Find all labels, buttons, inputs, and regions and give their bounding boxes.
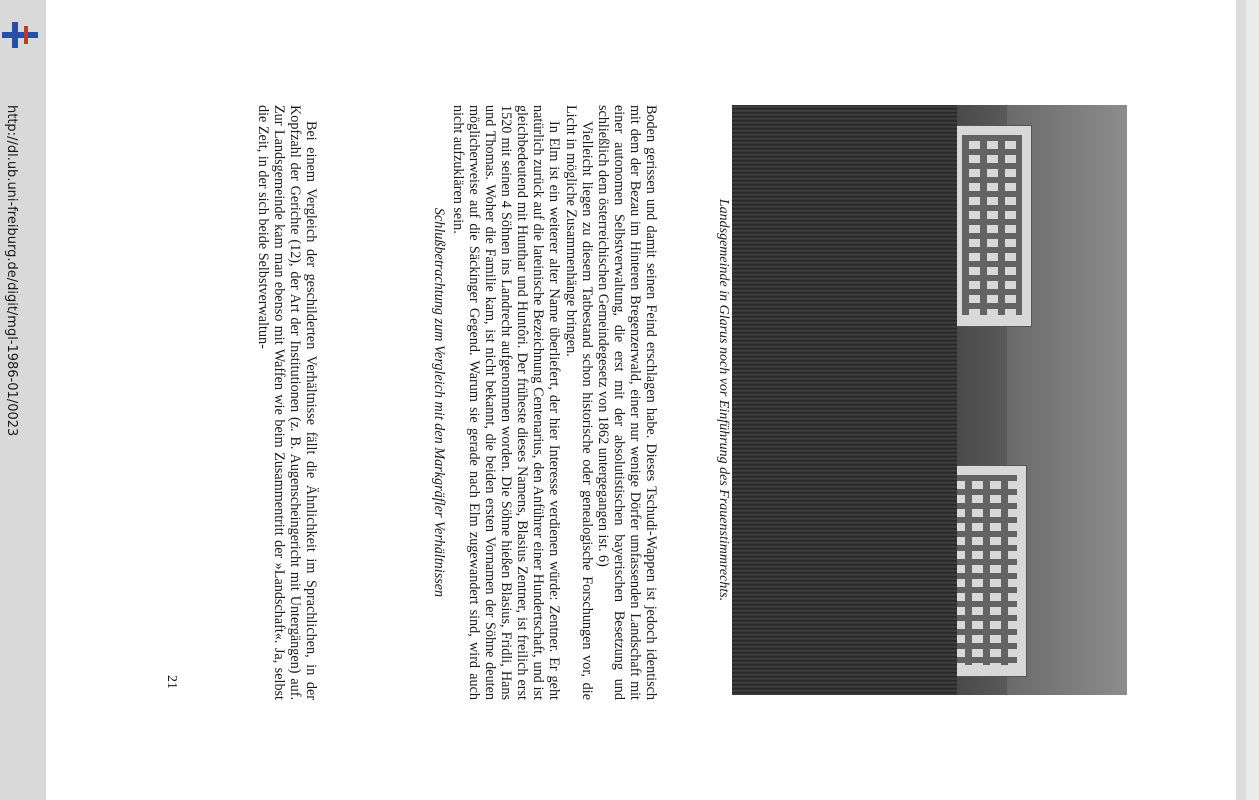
body-text-lower [255,105,319,700]
page-number: 21 [164,675,179,689]
source-url[interactable]: http://dl.ub.uni-freiburg.de/digit/mgl-1986-01/0023 [4,105,19,437]
landsgemeinde-photo [732,105,1127,695]
photo-crowd [732,105,957,695]
photo-windows-left [962,135,1022,315]
body-text-upper [450,105,659,700]
photo-caption: Landsgemeinde in Glarus noch vor Einführung des Frauenstimmrechts. [716,198,731,602]
paragraph: Vielleicht liegen zu diesem Tatbestand schon historische oder genealogische Forschungen vor, die Licht in mögliche Zusammenhänge bringen. [562,105,595,700]
photo-windows-right [947,475,1017,665]
paragraph: Bei einem Vergleich der geschilderten Verhältnisse fällt die Ähnlichkeit im Sprachlichen, in der Kopfzahl der Gerichte (12), der Art der Institutionen (z. B. Augenscheingericht mit Untergängen) auf. Zur Landsgemeinde kam man ebenso mit Waffen wie beim Zusammentritt der »Landschaft«. Ja, selbst die Zeit, in der sich beide Selbstverwaltun- [254,105,319,700]
paragraph: In Elm ist ein weiterer alter Name überliefert, der hier Interesse verdienen würde: Zentner. Er geht natürlich zurück auf die lateinische Bezeichnung Centenarius, den Anführer einer Hundertschaft, und ist gleichbedeutend mit Hunthar und Huntôri. Der früheste dieses Namens, Blasius Zentner, ist freilich erst 1520 mit seinen 4 Söhnen ins Landrecht aufgenommen worden. Die Söhne hießen Blasius, Fridli, Hans und Thomas. Woher die Familie kam, ist nicht bekannt, die beiden ersten Vornamen der Söhne deuten möglicherweise auf die Säckinger Gegend. Warum sie gerade nach Elm zugewandert sind, wird auch nicht aufzuklären sein. [449,105,563,700]
paragraph: Boden gerissen und damit seinen Feind erschlagen habe. Dieses Tschudi-Wappen ist jedoch identisch mit dem der Bezau im Hinteren Bregenzerwald, einer nur wenige Dörfer umfassenden Landschaft mit einer autonomen Selbstverwaltung, die erst mit der absolutistischen bayerischen Besetzung und schließlich dem österreichischen Gemeindegesetz von 1862 untergegangen ist. 6) [594,105,659,700]
section-heading: Schlußbetrachtung zum Vergleich mit den Markgräfler Verhältnissen [431,207,447,598]
